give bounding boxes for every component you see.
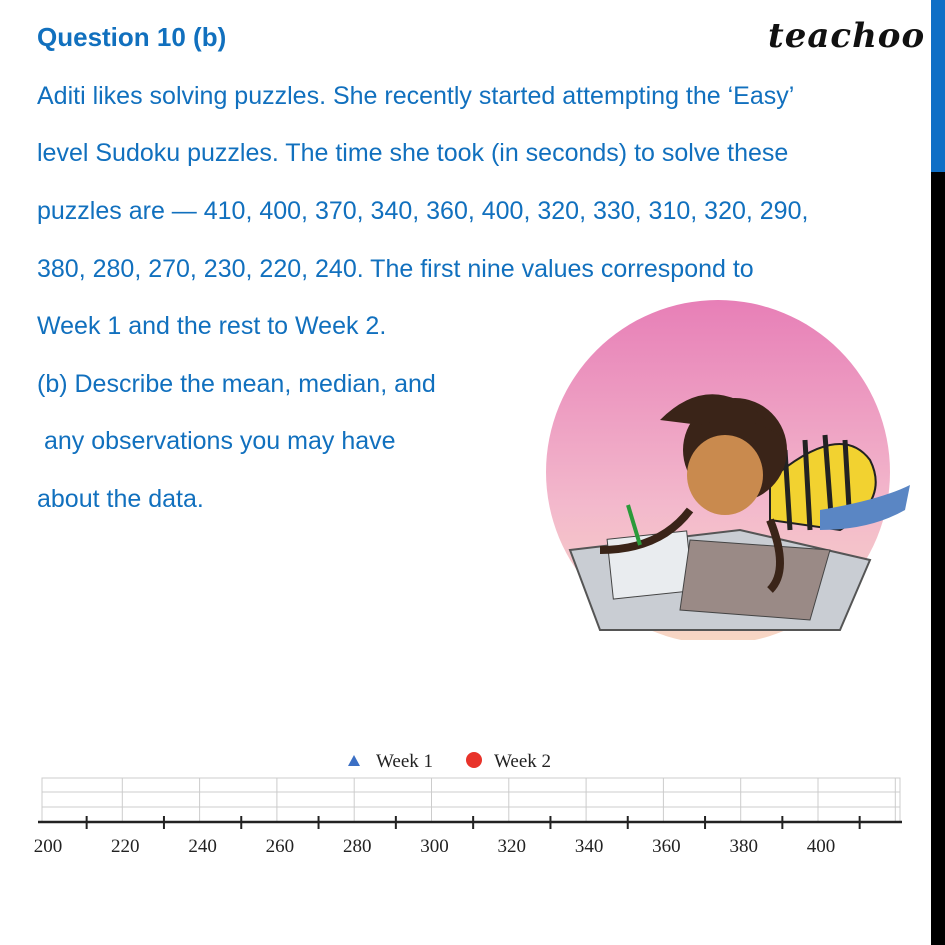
tick-label: 240 (188, 836, 217, 857)
tick-label: 380 (729, 836, 758, 857)
dot-plot-number-line (30, 740, 910, 870)
body-line: Aditi likes solving puzzles. She recently started attempting the ‘Easy’ (37, 82, 795, 110)
body-line: (b) Describe the mean, median, and (37, 370, 436, 398)
tick-label: 220 (111, 836, 140, 857)
legend-marker-circle (466, 752, 482, 768)
tick-label: 340 (574, 836, 604, 857)
legend-marker-triangle (348, 755, 360, 766)
tick-label: 400 (806, 836, 836, 857)
legend-label: Week 2 (494, 751, 552, 772)
body-line: any observations you may have (37, 427, 396, 455)
tick-label: 200 (33, 836, 63, 857)
tick-label: 260 (265, 836, 295, 857)
body-line: puzzles are — 410, 400, 370, 340, 360, 400, 320, 330, 310, 320, 290, (37, 197, 809, 225)
side-accent-bar (931, 0, 945, 172)
girl-solving-sudoku-illustration (540, 300, 920, 640)
tick-label: 300 (420, 836, 449, 857)
tick-label: 280 (342, 836, 372, 857)
tick-label: 360 (652, 836, 681, 857)
tick-label: 320 (497, 836, 527, 857)
question-title: Question 10 (b) (37, 22, 227, 52)
body-line: Week 1 and the rest to Week 2. (37, 312, 387, 340)
side-dark-bar (931, 172, 945, 945)
body-line: about the data. (37, 485, 204, 513)
legend-label: Week 1 (376, 751, 434, 772)
body-line: level Sudoku puzzles. The time she took (in seconds) to solve these (37, 139, 789, 167)
grid-frame (42, 778, 900, 822)
body-line: 380, 280, 270, 230, 220, 240. The first nine values correspond to (37, 255, 754, 283)
teachoo-logo: teachoo (768, 16, 926, 56)
